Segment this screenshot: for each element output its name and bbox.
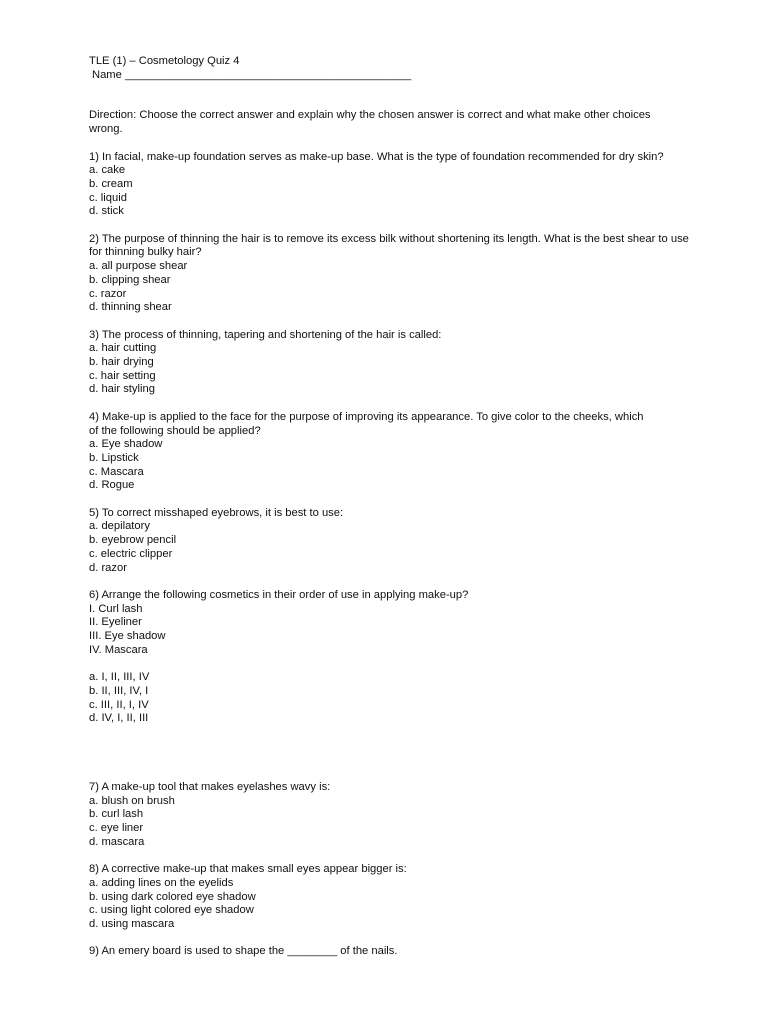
question-2-choice-d: d. thinning shear [89,301,172,314]
spacer [89,849,709,863]
question-9 [89,945,709,959]
question-1 [89,151,709,220]
question-3-choice-a: a. hair cutting [89,342,157,355]
question-2-choice-c: c. razor [89,287,127,300]
question-3-stem: 3) The process of thinning, tapering and shortening of the hair is called: [89,328,442,341]
question-6-item-4: IV. Mascara [89,643,148,656]
question-4-stem: 4) Make-up is applied to the face for the purpose of improving its appearance. To give color to the cheeks, which of the following should be applied? [89,410,644,437]
spacer [89,82,709,109]
question-5-choice-d: d. razor [89,561,127,574]
spacer [89,726,709,781]
question-8-choice-a: a. adding lines on the eyelids [89,876,234,889]
question-3 [89,329,709,398]
question-2 [89,233,709,315]
question-2-stem: 2) The purpose of thinning the hair is to remove its excess bilk without shortening its length. What is the best shear to use for thinning bulky hair? [89,232,689,259]
spacer [89,575,709,589]
name-field-line: Name ______________________________________________ [92,68,412,81]
question-1-choice-c: c. liquid [89,191,127,204]
question-7-choice-d: d. mascara [89,835,145,848]
spacer [89,493,709,507]
question-6-choice-b: b. II, III, IV, I [89,684,149,697]
question-4-choice-c: c. Mascara [89,465,144,478]
question-6-choice-d: d. IV, I, II, III [89,712,149,725]
spacer [89,315,709,329]
question-1-stem: 1) In facial, make-up foundation serves as make-up base. What is the type of foundation recommended for dry skin? [89,150,664,163]
question-3-choice-b: b. hair drying [89,356,154,369]
question-3-choice-c: c. hair setting [89,369,156,382]
question-7-choice-b: b. curl lash [89,808,144,821]
question-8-choice-d: d. using mascara [89,917,175,930]
question-5-choice-a: a. depilatory [89,520,150,533]
question-5 [89,507,709,576]
question-6-stem: 6) Arrange the following cosmetics in their order of use in applying make-up? [89,588,469,601]
question-7-choice-a: a. blush on brush [89,794,175,807]
spacer [89,397,709,411]
question-1-choice-a: a. cake [89,164,126,177]
question-8-choice-c: c. using light colored eye shadow [89,904,254,917]
question-2-choice-b: b. clipping shear [89,273,171,286]
spacer [89,932,709,946]
question-8-stem: 8) A corrective make-up that makes small eyes appear bigger is: [89,863,407,876]
spacer [89,219,709,233]
question-1-choice-d: d. stick [89,205,124,218]
spacer [89,137,709,151]
question-4-choice-a: a. Eye shadow [89,438,163,451]
quiz-document [89,55,709,959]
question-7 [89,781,709,850]
question-6-item-3: III. Eye shadow [89,630,166,643]
question-4 [89,411,709,493]
directions-text: Direction: Choose the correct answer and explain why the chosen answer is correct and what make other choices wrong. [89,109,651,136]
question-1-choice-b: b. cream [89,177,133,190]
quiz-title: TLE (1) – Cosmetology Quiz 4 [89,55,240,67]
question-4-choice-b: b. Lipstick [89,451,139,464]
question-8 [89,863,709,932]
question-2-choice-a: a. all purpose shear [89,260,188,273]
question-6 [89,589,709,726]
question-4-choice-d: d. Rogue [89,479,135,492]
question-6-choice-c: c. III, II, I, IV [89,698,149,711]
question-7-stem: 7) A make-up tool that makes eyelashes wavy is: [89,780,331,793]
question-3-choice-d: d. hair styling [89,383,155,396]
question-5-stem: 5) To correct misshaped eyebrows, it is best to use: [89,506,344,519]
question-5-choice-b: b. eyebrow pencil [89,534,177,547]
question-9-stem: 9) An emery board is used to shape the ________ of the nails. [89,945,398,958]
question-6-choice-a: a. I, II, III, IV [89,671,150,684]
question-5-choice-c: c. electric clipper [89,547,173,560]
question-8-choice-b: b. using dark colored eye shadow [89,890,256,903]
question-6-item-1: I. Curl lash [89,602,143,615]
question-6-item-2: II. Eyeliner [89,616,142,629]
spacer [89,657,709,671]
question-7-choice-c: c. eye liner [89,822,144,835]
